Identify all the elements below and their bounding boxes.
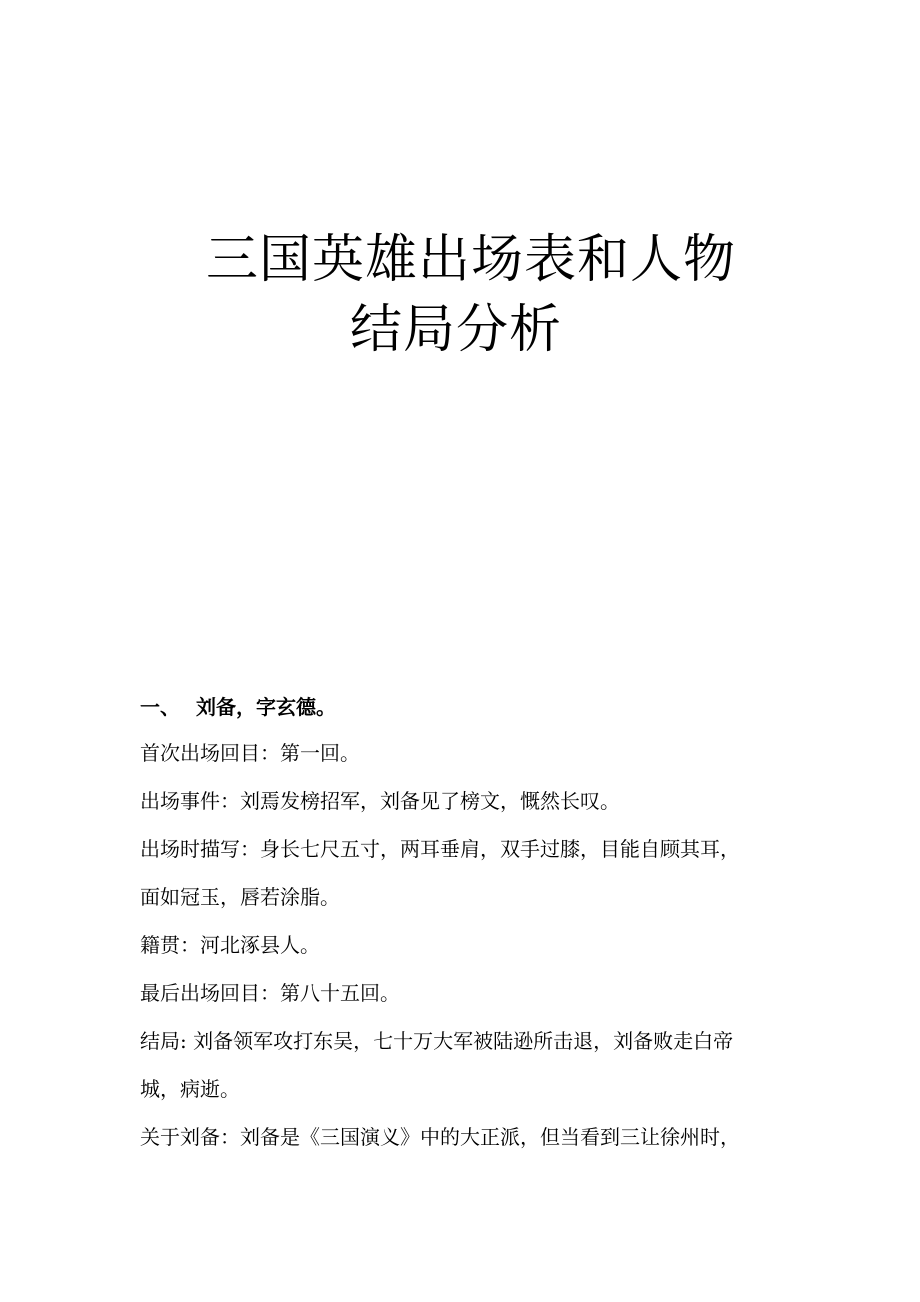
paragraph-description-line-2: 面如冠玉，唇若涂脂。 <box>140 885 340 909</box>
paragraph-description-line-1: 出场时描写：身长七尺五寸，两耳垂肩，双手过膝，目能自顾其耳， <box>140 837 740 861</box>
section-heading <box>140 692 336 722</box>
paragraph-about: 关于刘备：刘备是《三国演义》中的大正派，但当看到三让徐州时， <box>140 1125 740 1149</box>
paragraph-hometown: 籍贯：河北涿县人。 <box>140 933 320 957</box>
paragraph-first-appearance: 首次出场回目：第一回。 <box>140 741 360 765</box>
paragraph-ending-line-2: 城，病逝。 <box>140 1077 240 1101</box>
paragraph-last-appearance: 最后出场回目：第八十五回。 <box>140 981 400 1005</box>
paragraph-appearance-event: 出场事件：刘焉发榜招军，刘备见了榜文，慨然长叹。 <box>140 789 620 813</box>
document-title-line-1: 三国英雄出场表和人物 <box>206 230 737 290</box>
section-number: 一、 <box>140 695 180 719</box>
paragraph-ending-line-1: 结局: 刘备领军攻打东吴，七十万大军被陆逊所击退，刘备败走白帝 <box>140 1029 734 1053</box>
document-title-line-2: 结局分析 <box>350 300 563 360</box>
section-heading-text: 刘备，字玄德。 <box>196 695 336 719</box>
